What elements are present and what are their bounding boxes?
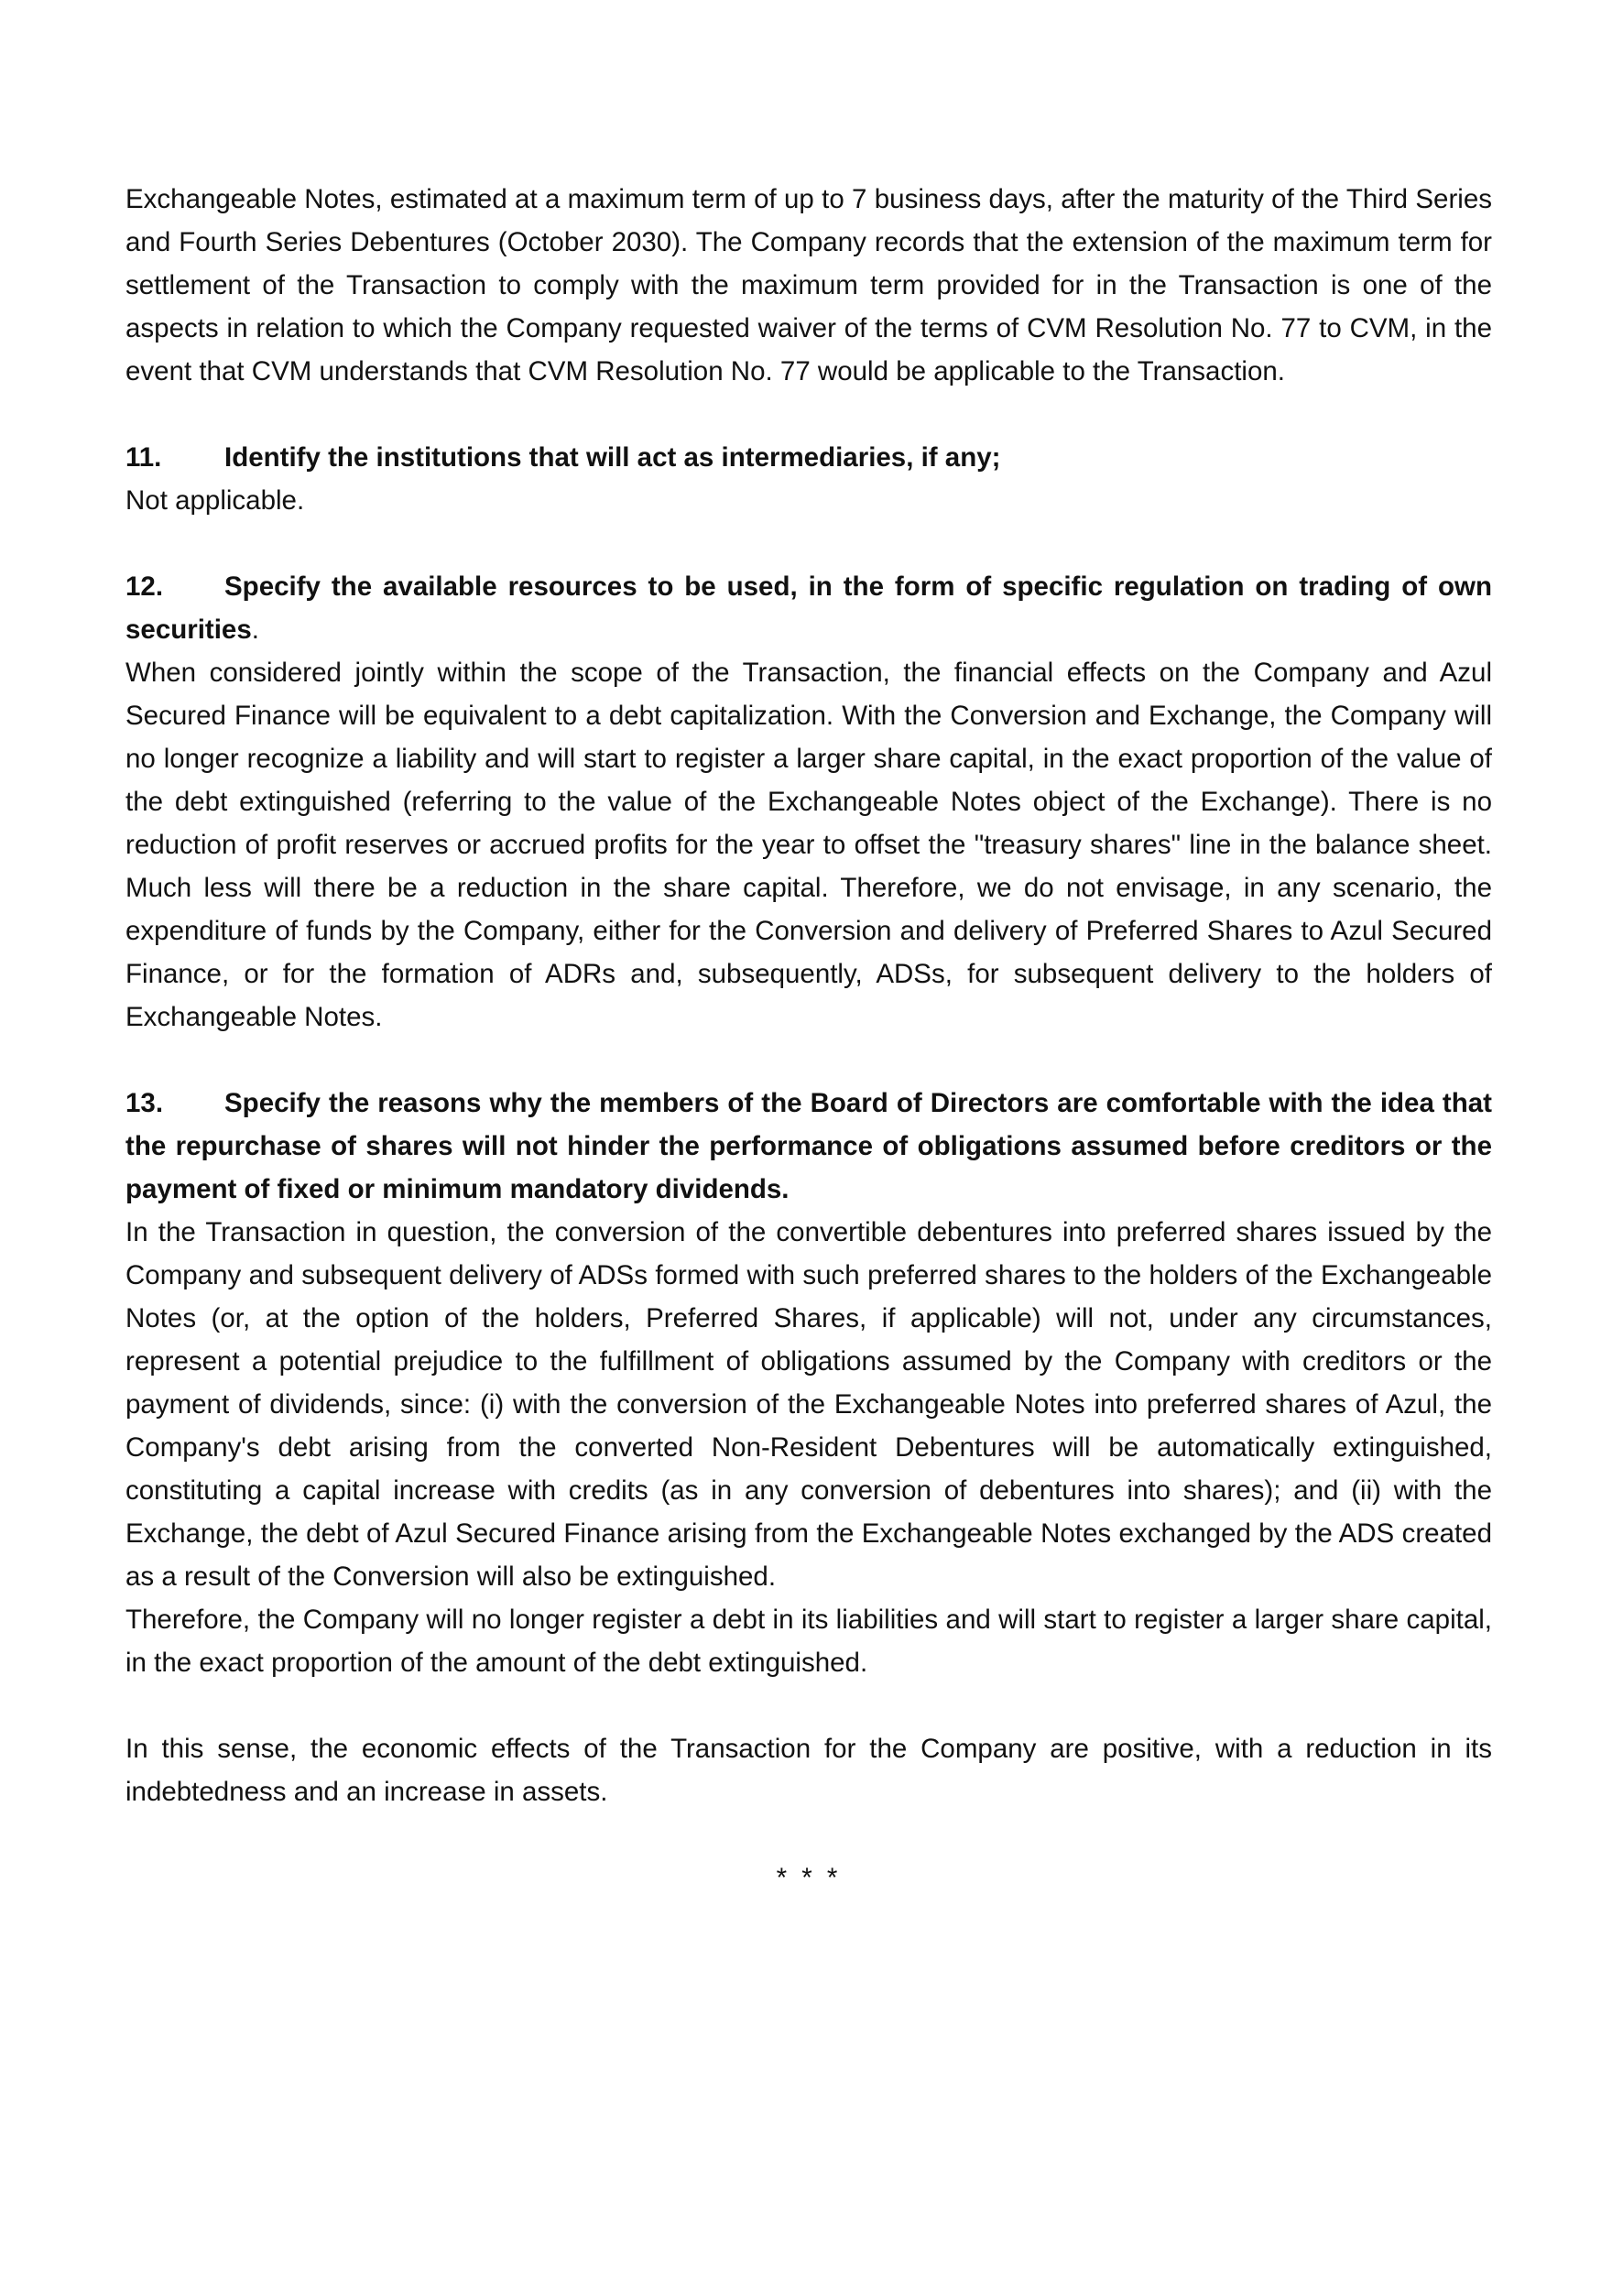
spacer (125, 1813, 1492, 1856)
section-12-title: Specify the available resources to be used, in the form of specific regulation on trading of own securities (125, 571, 1492, 645)
section-13-number: 13. (125, 1088, 164, 1118)
section-13-body-2: Therefore, the Company will no longer register a debt in its liabilities and will start to register a larger share capital, in the exact proportion of the amount of the debt extinguished. (125, 1605, 1492, 1678)
spacer (125, 522, 1492, 565)
document-page (125, 178, 1492, 1899)
spacer (125, 393, 1492, 436)
section-13-title: Specify the reasons why the members of the Board of Directors are comfortable with the idea that the repurchase of shares will not hinder the performance of obligations assumed before creditors or the payment of fixed or minimum mandatory dividends. (125, 1088, 1492, 1204)
section-12-heading (125, 565, 1492, 651)
end-mark: * * * (776, 1863, 842, 1893)
section-13-heading (125, 1082, 1492, 1211)
spacer (125, 1039, 1492, 1082)
section-12-number: 12. (125, 571, 164, 602)
section-13-body-3: In this sense, the economic effects of the Transaction for the Company are positive, with a reduction in its indebtedness and an increase in assets. (125, 1734, 1492, 1807)
section-11-heading (125, 436, 1492, 479)
section-12-title-end: . (251, 615, 259, 645)
spacer (125, 1684, 1492, 1727)
intro-paragraph: Exchangeable Notes, estimated at a maximum term of up to 7 business days, after the maturity of the Third Series and Fourth Series Debentures (October 2030). The Company records that the extension of the maximum term for settlement of the Transaction to comply with the maximum term provided for in the Transaction is one of the aspects in relation to which the Company requested waiver of the terms of CVM Resolution No. 77 to CVM, in the event that CVM understands that CVM Resolution No. 77 would be applicable to the Transaction. (125, 184, 1492, 386)
section-11-title: Identify the institutions that will act as intermediaries, if any; (224, 442, 1001, 473)
section-11-number: 11. (125, 442, 162, 473)
section-12-body: When considered jointly within the scope of the Transaction, the financial effects on the Company and Azul Secured Finance will be equivalent to a debt capitalization. With the Conversion and Exchange, the Company will no longer recognize a liability and will start to register a larger share capital, in the exact proportion of the value of the debt extinguished (referring to the value of the Exchangeable Notes object of the Exchange). There is no reduction of profit reserves or accrued profits for the year to offset the "treasury shares" line in the balance sheet. Much less will there be a reduction in the share capital. Therefore, we do not envisage, in any scenario, the expenditure of funds by the Company, either for the Conversion and delivery of Preferred Shares to Azul Secured Finance, or for the formation of ADRs and, subsequently, ADSs, for subsequent delivery to the holders of Exchangeable Notes. (125, 658, 1492, 1032)
section-13-body-1: In the Transaction in question, the conversion of the convertible debentures into preferred shares issued by the Company and subsequent delivery of ADSs formed with such preferred shares to the holders of the Exchangeable Notes (or, at the option of the holders, Preferred Shares, if applicable) will not, under any circumstances, represent a potential prejudice to the fulfillment of obligations assumed by the Company with creditors or the payment of dividends, since: (i) with the conversion of the Exchangeable Notes into preferred shares of Azul, the Company's debt arising from the converted Non-Resident Debentures will be automatically extinguished, constituting a capital increase with credits (as in any conversion of debentures into shares); and (ii) with the Exchange, the debt of Azul Secured Finance arising from the Exchangeable Notes exchanged by the ADS created as a result of the Conversion will also be extinguished. (125, 1217, 1492, 1592)
section-11-body: Not applicable. (125, 485, 305, 516)
